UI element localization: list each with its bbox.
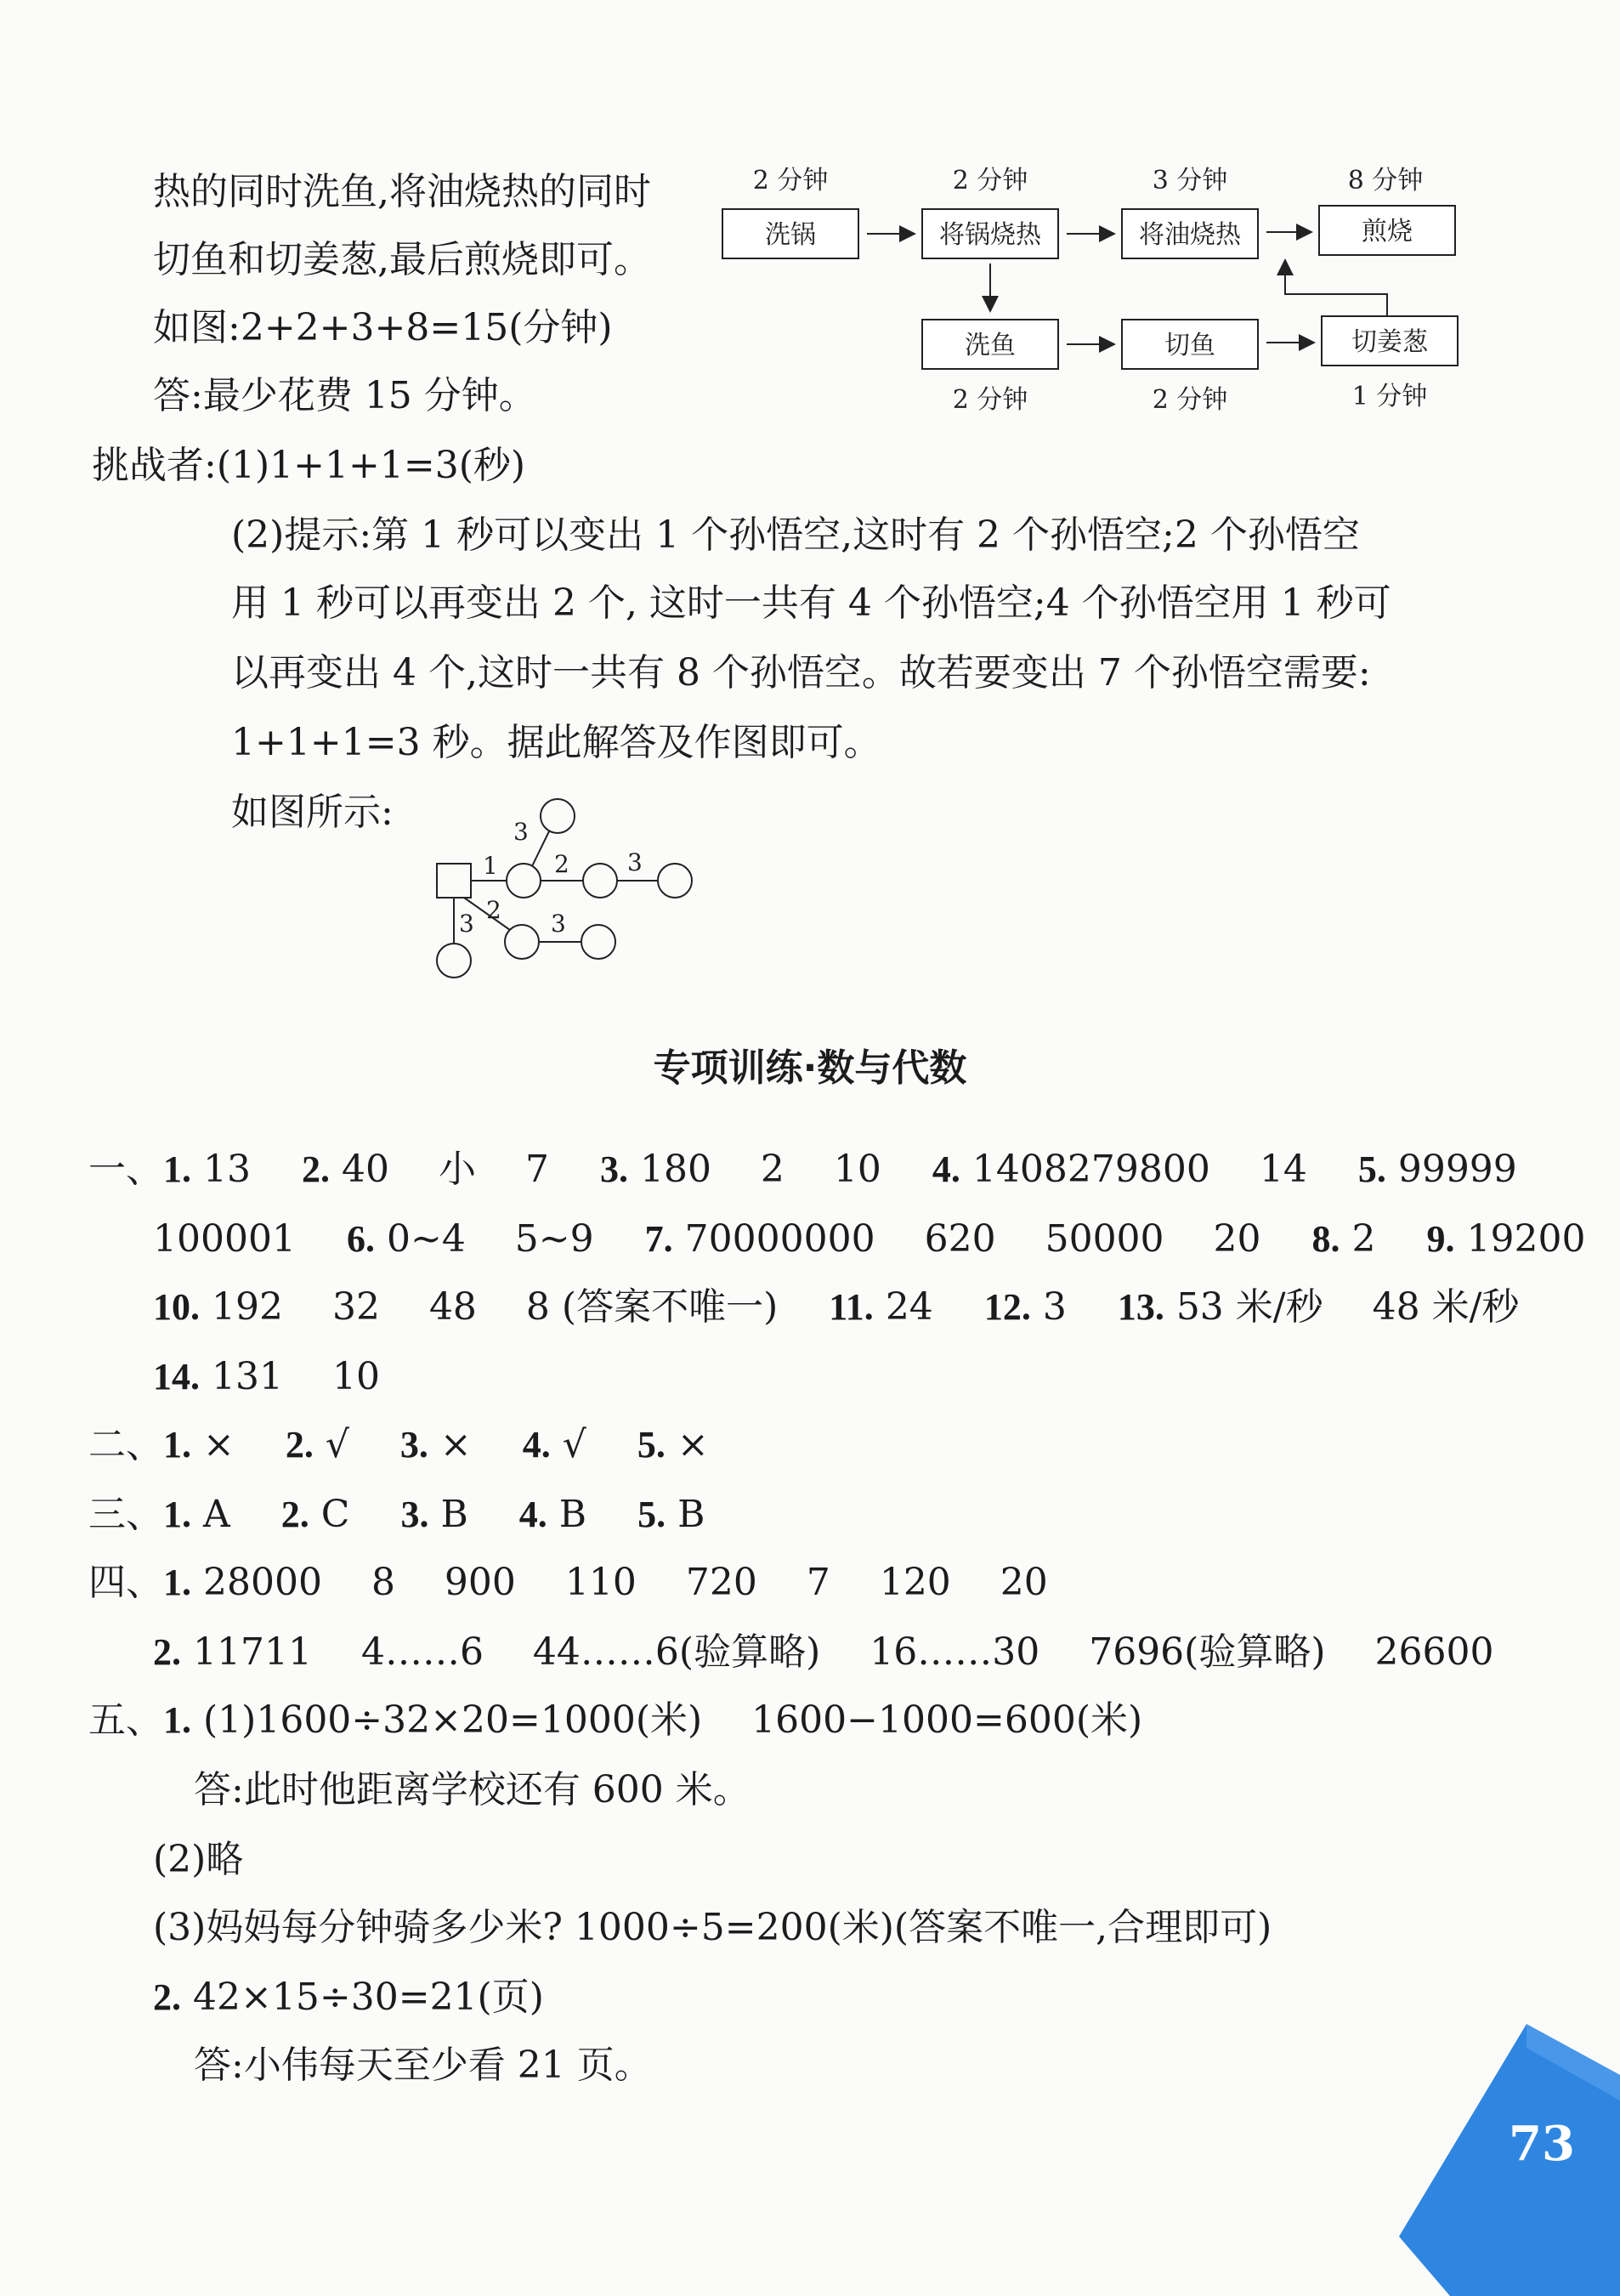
answer-value: 13 [203, 1148, 251, 1191]
tree-label: 2 [554, 850, 569, 878]
answer-row [153, 1627, 1493, 1678]
question-number: 5. [1357, 1148, 1386, 1190]
answer-value: 42×15÷30=21(页) [193, 1976, 544, 2019]
answer-value: 19200 [1466, 1217, 1586, 1261]
answer-value: A [203, 1493, 230, 1536]
clone-circle [583, 864, 617, 898]
clone-circle [437, 944, 471, 978]
answer-row [88, 1695, 1142, 1746]
text-line: 答:最少花费 15 分钟。 [153, 374, 536, 417]
answer-value: (1)1600÷32×20=1000(米) 1600−1000=600(米) [203, 1698, 1143, 1742]
question-number: 1. [163, 1699, 191, 1741]
clone-circle [581, 925, 615, 959]
answer-row [88, 1420, 709, 1471]
tree-label: 3 [459, 910, 474, 938]
question-number: 3. [599, 1148, 628, 1190]
question-number: 10. [153, 1286, 200, 1328]
text-line: (2)提示:第 1 秒可以变出 1 个孙悟空,这时有 2 个孙悟空;2 个孙悟空 [231, 513, 1360, 557]
answer-value: × [677, 1423, 709, 1466]
question-number: 4. [522, 1424, 551, 1465]
text-line: 以再变出 4 个,这时一共有 8 个孙悟空。故若要变出 7 个孙悟空需要: [231, 651, 1371, 694]
text-line: 如图所示: [231, 791, 394, 834]
answer-row [88, 1557, 1048, 1608]
flow-box-label: 煎烧 [1362, 217, 1413, 247]
answer-row [153, 1352, 380, 1403]
answer-value: 28000 8 900 110 720 7 120 20 [203, 1561, 1048, 1604]
question-number: 2. [280, 1494, 309, 1535]
question-number: 4. [932, 1148, 960, 1190]
question-number: 9. [1426, 1218, 1455, 1260]
text-line: 切鱼和切姜葱,最后煎烧即可。 [153, 238, 651, 281]
answer-value: 53 米/秒 48 米/秒 [1175, 1285, 1520, 1329]
question-number: 2. [153, 1631, 181, 1673]
arrow [1285, 270, 1387, 316]
origin-square [437, 864, 471, 898]
part-label: 四、 [88, 1561, 163, 1604]
text-line: 热的同时洗鱼,将油烧热的同时 [153, 170, 651, 213]
question-number: 1. [163, 1562, 191, 1603]
clone-circle [507, 864, 541, 898]
question-number: 8. [1311, 1218, 1340, 1260]
answer-value: B [440, 1493, 468, 1536]
time-label: 2 分钟 [952, 385, 1028, 415]
tree-label: 2 [486, 896, 501, 924]
flow-box-label: 切姜葱 [1351, 327, 1428, 357]
answer-value: 100001 [153, 1217, 296, 1261]
tree-label: 3 [627, 848, 643, 876]
question-number: 4. [518, 1494, 547, 1535]
text-line: 挑战者:(1)1+1+1=3(秒) [92, 444, 526, 487]
time-label: 1 分钟 [1351, 382, 1428, 411]
text-line: 如图:2+2+3+8=15(分钟) [153, 306, 613, 349]
text-line: 用 1 秒可以再变出 2 个, 这时一共有 4 个孙悟空;4 个孙悟空用 1 秒可 [231, 581, 1391, 625]
part-label: 三、 [88, 1493, 163, 1536]
part-label: 一、 [88, 1148, 163, 1191]
part-label: 五、 [88, 1698, 163, 1742]
time-label: 2 分钟 [752, 166, 829, 196]
question-number: 14. [153, 1356, 200, 1397]
answer-value: 1408279800 14 [971, 1148, 1307, 1191]
question-number: 1. [163, 1148, 191, 1190]
clone-circle [541, 799, 575, 833]
time-label: 2 分钟 [952, 166, 1028, 196]
question-number: 13. [1117, 1286, 1164, 1328]
time-label: 2 分钟 [1152, 385, 1228, 415]
question-number: 5. [637, 1494, 666, 1535]
answer-value: 3 [1042, 1285, 1067, 1329]
answer-value: B [677, 1493, 705, 1536]
answer-value: 24 [885, 1285, 933, 1329]
time-label: 3 分钟 [1152, 166, 1228, 196]
answer-value: C [320, 1493, 350, 1536]
question-number: 1. [163, 1494, 191, 1535]
answer-value: 0~4 5~9 [386, 1217, 594, 1261]
question-number: 2. [153, 1976, 181, 2018]
clone-circle [658, 864, 692, 898]
flow-box-label: 将油烧热 [1139, 220, 1241, 250]
answer-line: 答:小伟每天至少看 21 页。 [194, 2044, 652, 2087]
flow-diagram [714, 153, 1479, 442]
clone-tree-diagram [425, 782, 714, 986]
flow-box-label: 洗鱼 [965, 331, 1016, 360]
answer-value: 99999 [1397, 1148, 1517, 1191]
question-number: 11. [829, 1286, 874, 1328]
answer-value: 180 2 10 [639, 1148, 881, 1191]
answer-value: 192 32 48 8 (答案不唯一) [212, 1285, 779, 1329]
flow-box-label: 切鱼 [1164, 331, 1215, 360]
tree-label: 1 [483, 852, 498, 880]
answer-value: 131 10 [212, 1355, 380, 1398]
question-number: 1. [163, 1424, 191, 1465]
question-number: 2. [285, 1424, 314, 1465]
answer-value: 70000000 620 50000 20 [684, 1217, 1261, 1261]
answer-row [88, 1144, 1517, 1195]
answer-value: B [558, 1493, 587, 1536]
question-number: 7. [644, 1218, 673, 1260]
answer-value: √ [325, 1423, 349, 1466]
question-number: 6. [346, 1218, 375, 1260]
page-number-badge [1399, 2024, 1620, 2296]
answer-value: × [439, 1423, 472, 1466]
answer-value: 11711 4……6 44……6(验算略) 16……30 7696(验算略) 26600 [193, 1630, 1494, 1674]
question-number: 2. [302, 1148, 330, 1190]
question-number: 3. [400, 1494, 429, 1535]
answer-value: 40 小 7 [342, 1148, 549, 1191]
answer-value: × [203, 1423, 235, 1466]
tree-label: 3 [551, 910, 566, 938]
section-title: 专项训练·数与代数 [653, 1046, 967, 1090]
flow-box-label: 洗锅 [765, 220, 816, 250]
answer-value: 2 [1351, 1217, 1376, 1261]
tree-label: 3 [513, 818, 529, 846]
answer-row [88, 1489, 705, 1540]
answer-line: 答:此时他距离学校还有 600 米。 [194, 1768, 751, 1811]
answer-line: (3)妈妈每分钟骑多少米? 1000÷5=200(米)(答案不唯一,合理即可) [153, 1906, 1272, 1949]
page-number: 73 [1509, 2116, 1575, 2172]
text-line: 1+1+1=3 秒。据此解答及作图即可。 [231, 721, 881, 764]
question-number: 5. [637, 1424, 666, 1465]
part-label: 二、 [88, 1423, 163, 1466]
answer-line: (2)略 [153, 1838, 244, 1881]
answer-row [153, 1972, 544, 2023]
answer-row [153, 1282, 1519, 1333]
flow-box-label: 将锅烧热 [939, 220, 1041, 250]
question-number: 12. [983, 1286, 1031, 1328]
question-number: 3. [399, 1424, 428, 1465]
answer-value: √ [562, 1423, 586, 1466]
time-label: 8 分钟 [1347, 166, 1424, 196]
answer-row [153, 1214, 1586, 1265]
